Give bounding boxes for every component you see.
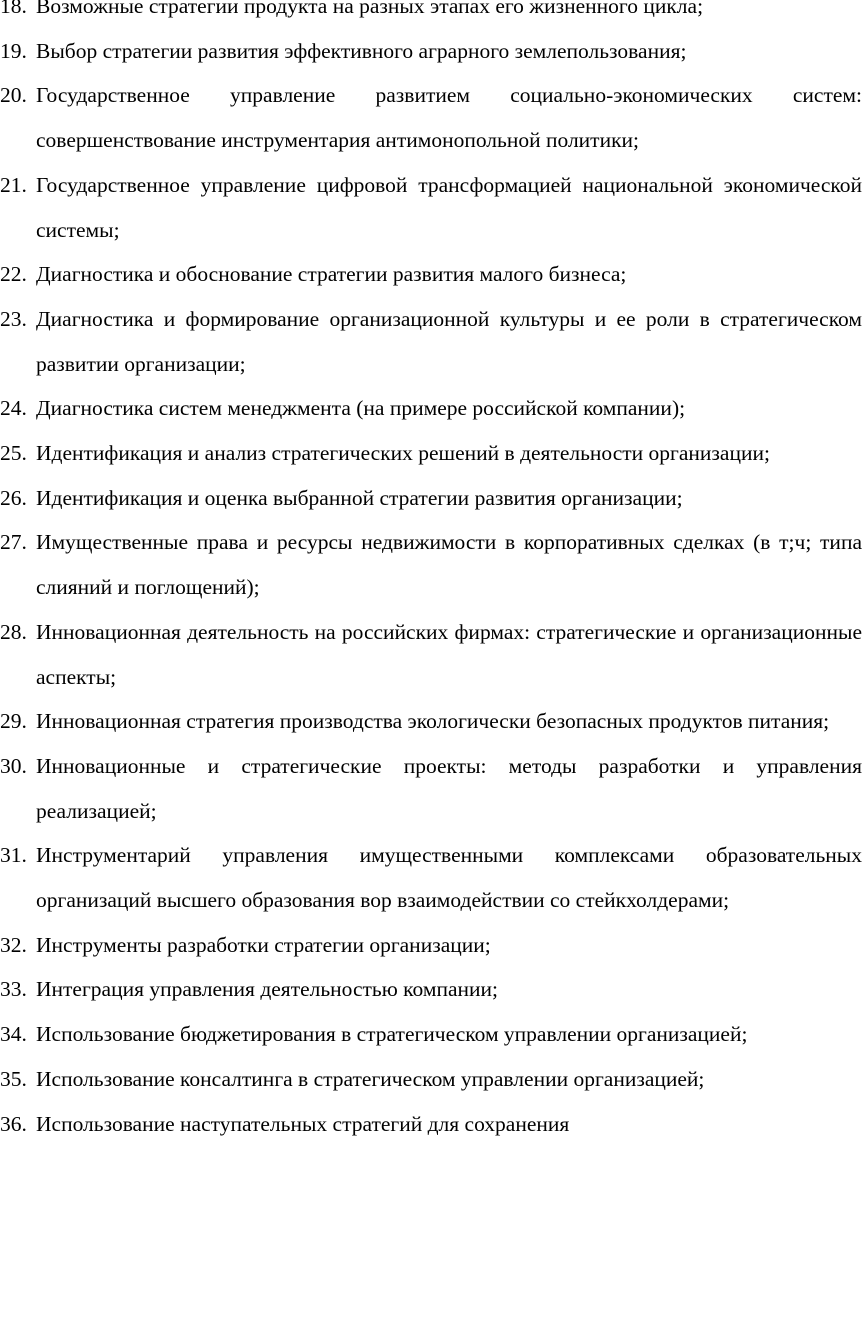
item-text: Инновационные и стратегические проекты: методы разработки и управления реализацией; — [36, 753, 862, 823]
item-text: Идентификация и анализ стратегических решений в деятельности организации; — [36, 441, 770, 466]
item-text: Инструментарий управления имущественными комплексами образовательных организаций высшего образования вор взаимодействии со стейкхолдерами; — [36, 843, 862, 913]
item-number: 20. — [0, 83, 27, 108]
item-number: 35. — [0, 1066, 27, 1091]
item-number: 22. — [0, 262, 27, 287]
item-text: Государственное управление цифровой трансформацией национальной экономической системы; — [36, 172, 862, 242]
item-number: 33. — [0, 977, 27, 1002]
list-item — [0, 252, 862, 297]
list-item — [0, 73, 862, 162]
item-number: 36. — [0, 1111, 27, 1136]
item-text: Инновационная стратегия производства экологически безопасных продуктов питания; — [36, 709, 830, 734]
list-item — [0, 386, 862, 431]
list-item — [0, 833, 862, 922]
item-text: Государственное управление развитием социально-экономических систем: совершенствование инструментария антимонопольной политики; — [36, 83, 862, 153]
list-item — [0, 163, 862, 252]
list-item — [0, 297, 862, 386]
list-item — [0, 431, 862, 476]
list-item — [0, 0, 862, 29]
list-item — [0, 923, 862, 968]
list-item — [0, 967, 862, 1012]
item-text: Использование наступательных стратегий для сохранения — [36, 1111, 570, 1136]
item-text: Интеграция управления деятельностью компании; — [36, 977, 498, 1002]
item-number: 29. — [0, 709, 27, 734]
item-text: Возможные стратегии продукта на разных этапах его жизненного цикла; — [36, 0, 704, 18]
list-item — [0, 520, 862, 609]
list-item — [0, 1012, 862, 1057]
item-text: Выбор стратегии развития эффективного аграрного землепользования; — [36, 38, 687, 63]
item-number: 26. — [0, 485, 27, 510]
item-text: Диагностика и обоснование стратегии развития малого бизнеса; — [36, 262, 627, 287]
item-number: 19. — [0, 38, 27, 63]
list-item — [0, 610, 862, 699]
item-number: 27. — [0, 530, 27, 555]
list-item — [0, 699, 862, 744]
item-number: 21. — [0, 172, 27, 197]
item-text: Использование бюджетирования в стратегическом управлении организацией; — [36, 1022, 748, 1047]
item-number: 30. — [0, 753, 27, 778]
item-number: 31. — [0, 843, 27, 868]
item-text: Инновационная деятельность на российских фирмах: стратегические и организационные аспекты; — [36, 619, 862, 689]
item-text: Диагностика систем менеджмента (на примере российской компании); — [36, 396, 686, 421]
item-number: 25. — [0, 441, 27, 466]
item-number: 28. — [0, 619, 27, 644]
item-text: Диагностика и формирование организационной культуры и ее роли в стратегическом развитии организации; — [36, 306, 862, 376]
list-item — [0, 1102, 862, 1147]
item-number: 24. — [0, 396, 27, 421]
list-item — [0, 476, 862, 521]
item-number: 23. — [0, 306, 27, 331]
item-number: 34. — [0, 1022, 27, 1047]
item-number: 32. — [0, 932, 27, 957]
item-text: Использование консалтинга в стратегическом управлении организацией; — [36, 1066, 705, 1091]
list-item — [0, 29, 862, 74]
item-text: Инструменты разработки стратегии организации; — [36, 932, 491, 957]
list-item — [0, 1057, 862, 1102]
item-text: Идентификация и оценка выбранной стратегии развития организации; — [36, 485, 683, 510]
item-number: 18. — [0, 0, 27, 18]
item-text: Имущественные права и ресурсы недвижимости в корпоративных сделках (в т;ч; типа слияний и поглощений); — [36, 530, 862, 600]
list-item — [0, 744, 862, 833]
